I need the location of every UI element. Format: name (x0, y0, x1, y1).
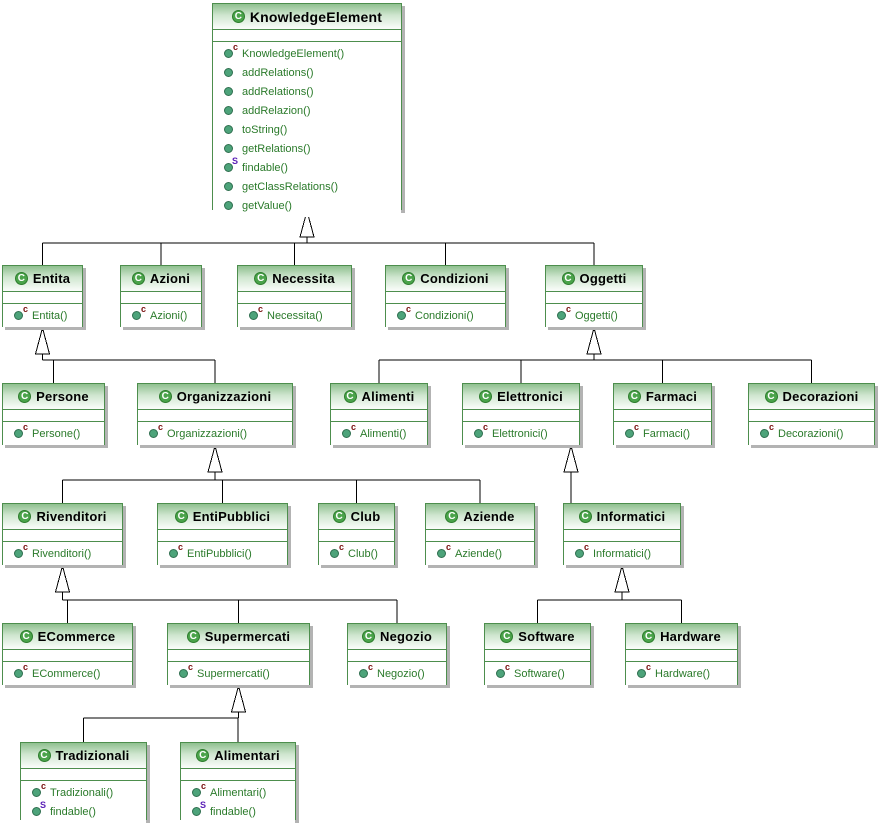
class-icon: C (500, 630, 513, 643)
attributes-compartment (158, 530, 287, 542)
public-method-icon (224, 201, 233, 210)
method-row (213, 101, 401, 120)
method-name: Aziende() (455, 547, 503, 560)
generalization-arrowhead (232, 686, 246, 712)
class-header (213, 4, 401, 30)
class-informatici[interactable] (563, 503, 681, 565)
method-row (614, 424, 711, 443)
method-name: Necessita() (267, 309, 323, 322)
method-row (181, 783, 295, 802)
generalization-arrowhead (56, 566, 70, 592)
method-row (213, 44, 401, 63)
method-name: Club() (348, 547, 378, 560)
method-name: Farmaci() (643, 427, 691, 440)
class-hardware[interactable] (625, 623, 738, 685)
class-header (238, 266, 351, 292)
method-row (463, 424, 579, 443)
method-decorator: c (504, 662, 510, 672)
class-oggetti[interactable] (545, 265, 643, 327)
method-name: Rivenditori() (32, 547, 92, 560)
class-header (463, 384, 579, 410)
attributes-compartment (213, 30, 401, 42)
attributes-compartment (238, 292, 351, 304)
class-header (386, 266, 505, 292)
static-method-icon (224, 156, 238, 172)
class-name: Elettronici (497, 389, 563, 404)
class-icon: C (15, 272, 28, 285)
class-name: KnowledgeElement (249, 8, 383, 25)
method-name: KnowledgeElement() (242, 47, 345, 60)
class-alimentari[interactable] (180, 742, 296, 820)
method-name: findable() (242, 161, 288, 174)
class-name: Negozio (380, 629, 432, 644)
class-header (319, 504, 394, 530)
method-name: getRelations() (242, 142, 311, 155)
method-decorator: c (405, 304, 411, 314)
class-icon: C (254, 272, 267, 285)
method-name: findable() (210, 805, 256, 818)
public-method-icon (224, 182, 233, 191)
class-icon: C (20, 630, 33, 643)
method-name: Hardware() (655, 667, 711, 680)
class-header (614, 384, 711, 410)
method-row (626, 664, 737, 683)
method-name: getValue() (242, 199, 292, 212)
connector-line (43, 354, 216, 383)
class-name: Tradizionali (55, 748, 130, 763)
class-header (564, 504, 680, 530)
methods-compartment (331, 422, 427, 445)
method-name: toString() (242, 123, 288, 136)
method-decorator: c (22, 304, 28, 314)
method-row (213, 63, 401, 82)
methods-compartment (485, 662, 590, 685)
class-icon: C (18, 510, 31, 523)
attributes-compartment (3, 650, 132, 662)
class-icon: C (445, 510, 458, 523)
connector-line (538, 592, 682, 623)
attributes-compartment (138, 410, 292, 422)
method-decorator: c (157, 422, 163, 432)
class-name: Club (350, 509, 381, 524)
method-decorator: c (40, 781, 46, 791)
method-name: Oggetti() (575, 309, 618, 322)
attributes-compartment (463, 410, 579, 422)
class-header (181, 743, 295, 769)
constructor-method-icon (496, 662, 510, 678)
method-row (213, 82, 401, 101)
methods-compartment (426, 542, 534, 565)
method-row (348, 664, 446, 683)
class-name: Azioni (149, 271, 191, 286)
method-name: Elettronici() (492, 427, 548, 440)
class-name: Entita (32, 271, 71, 286)
attributes-compartment (614, 410, 711, 422)
methods-compartment (21, 781, 146, 823)
method-row (386, 306, 505, 325)
constructor-method-icon (474, 422, 488, 438)
method-row (158, 544, 287, 563)
class-header (331, 384, 427, 410)
attributes-compartment (564, 530, 680, 542)
generalization-arrowhead (36, 328, 50, 354)
methods-compartment (614, 422, 711, 445)
attributes-compartment (181, 769, 295, 781)
attributes-compartment (485, 650, 590, 662)
class-header (626, 624, 737, 650)
class-decorazioni[interactable] (748, 383, 875, 445)
method-name: Alimenti() (360, 427, 407, 440)
class-name: Software (518, 629, 575, 644)
class-icon: C (333, 510, 346, 523)
constructor-method-icon (149, 422, 163, 438)
method-decorator: c (22, 422, 28, 432)
class-header (138, 384, 292, 410)
class-tradizionali[interactable] (20, 742, 147, 820)
class-negozio[interactable] (347, 623, 447, 685)
constructor-method-icon (397, 304, 411, 320)
generalization-arrowhead (564, 446, 578, 472)
method-name: Tradizionali() (50, 786, 114, 799)
attributes-compartment (121, 292, 201, 304)
generalization-arrowhead (587, 328, 601, 354)
class-icon: C (196, 749, 209, 762)
class-farmaci[interactable] (613, 383, 712, 445)
method-row (181, 802, 295, 821)
methods-compartment (3, 422, 104, 445)
inheritance-connector-entita (36, 328, 216, 383)
class-header (158, 504, 287, 530)
method-row (121, 306, 201, 325)
methods-compartment (138, 422, 292, 445)
method-decorator: c (565, 304, 571, 314)
method-row (564, 544, 680, 563)
class-icon: C (132, 272, 145, 285)
public-method-icon (224, 106, 233, 115)
method-decorator: S (231, 156, 238, 166)
constructor-method-icon (637, 662, 651, 678)
class-icon: C (344, 390, 357, 403)
method-name: getClassRelations() (242, 180, 338, 193)
class-header (3, 504, 122, 530)
class-name: Hardware (660, 629, 721, 644)
class-rivenditori[interactable] (2, 503, 123, 565)
attributes-compartment (3, 292, 82, 304)
method-name: EntiPubblici() (187, 547, 252, 560)
class-icon: C (562, 272, 575, 285)
attributes-compartment (546, 292, 642, 304)
method-name: addRelazion() (242, 104, 311, 117)
constructor-method-icon (192, 781, 206, 797)
class-entita[interactable] (2, 265, 83, 327)
class-software[interactable] (484, 623, 591, 685)
constructor-method-icon (32, 781, 46, 797)
method-row (3, 664, 132, 683)
class-header (3, 384, 104, 410)
public-method-icon (224, 125, 233, 134)
constructor-method-icon (14, 304, 28, 320)
class-alimenti[interactable] (330, 383, 428, 445)
methods-compartment (158, 542, 287, 565)
class-supermercati[interactable] (167, 623, 310, 685)
method-name: addRelations() (242, 85, 314, 98)
class-name: Organizzazioni (176, 389, 272, 404)
constructor-method-icon (557, 304, 571, 320)
inheritance-connector-informatici (538, 566, 682, 623)
class-entipubblici[interactable] (157, 503, 288, 565)
connector-line (84, 712, 239, 742)
attributes-compartment (348, 650, 446, 662)
class-icon: C (159, 390, 172, 403)
class-icon: C (38, 749, 51, 762)
class-name: Aziende (463, 509, 515, 524)
constructor-method-icon (179, 662, 193, 678)
methods-compartment (3, 542, 122, 565)
attributes-compartment (749, 410, 874, 422)
connector-line (43, 237, 595, 265)
methods-compartment (386, 304, 505, 327)
public-method-icon (224, 87, 233, 96)
method-name: ECommerce() (32, 667, 101, 680)
method-decorator: c (645, 662, 651, 672)
class-ecommerce[interactable] (2, 623, 133, 685)
method-row (3, 544, 122, 563)
method-decorator: c (257, 304, 263, 314)
class-name: Rivenditori (36, 509, 107, 524)
method-decorator: c (22, 662, 28, 672)
method-row (213, 196, 401, 215)
method-decorator: S (39, 800, 46, 810)
method-row (168, 664, 309, 683)
class-name: ECommerce (37, 629, 116, 644)
inheritance-connector-rivenditori (56, 566, 398, 623)
method-name: Supermercati() (197, 667, 270, 680)
constructor-method-icon (249, 304, 263, 320)
method-decorator: c (482, 422, 488, 432)
method-decorator: c (140, 304, 146, 314)
methods-compartment (168, 662, 309, 685)
method-row (331, 424, 427, 443)
attributes-compartment (626, 650, 737, 662)
class-icon: C (232, 10, 245, 23)
method-row (426, 544, 534, 563)
class-header (546, 266, 642, 292)
static-method-icon (32, 800, 46, 816)
class-icon: C (642, 630, 655, 643)
method-name: Azioni() (150, 309, 188, 322)
class-club[interactable] (318, 503, 395, 565)
method-name: Persone() (32, 427, 81, 440)
method-decorator: c (22, 542, 28, 552)
class-name: Necessita (272, 271, 335, 286)
attributes-compartment (331, 410, 427, 422)
method-row (546, 306, 642, 325)
method-decorator: c (367, 662, 373, 672)
attributes-compartment (386, 292, 505, 304)
method-decorator: c (232, 42, 238, 52)
method-name: Decorazioni() (778, 427, 844, 440)
class-necessita[interactable] (237, 265, 352, 327)
class-icon: C (175, 510, 188, 523)
methods-compartment (348, 662, 446, 685)
class-name: Alimentari (214, 748, 280, 763)
method-row (21, 802, 146, 821)
public-method-icon (224, 144, 233, 153)
method-row (138, 424, 292, 443)
constructor-method-icon (342, 422, 356, 438)
constructor-method-icon (575, 542, 589, 558)
constructor-method-icon (14, 422, 28, 438)
constructor-method-icon (169, 542, 183, 558)
constructor-method-icon (132, 304, 146, 320)
generalization-arrowhead (208, 446, 222, 472)
class-icon: C (402, 272, 415, 285)
class-name: EntiPubblici (192, 509, 271, 524)
methods-compartment (564, 542, 680, 565)
class-header (749, 384, 874, 410)
method-name: findable() (50, 805, 96, 818)
constructor-method-icon (359, 662, 373, 678)
attributes-compartment (21, 769, 146, 781)
method-decorator: c (177, 542, 183, 552)
class-header (168, 624, 309, 650)
class-icon: C (579, 510, 592, 523)
inheritance-connector-organizzazioni (63, 446, 481, 503)
class-icon: C (18, 390, 31, 403)
method-row (213, 120, 401, 139)
method-name: Negozio() (377, 667, 425, 680)
methods-compartment (463, 422, 579, 445)
method-name: Condizioni() (415, 309, 474, 322)
class-elettronici[interactable] (462, 383, 580, 445)
class-name: Oggetti (579, 271, 627, 286)
static-method-icon (192, 800, 206, 816)
method-decorator: c (350, 422, 356, 432)
methods-compartment (546, 304, 642, 327)
method-decorator: c (200, 781, 206, 791)
class-organizzazioni[interactable] (137, 383, 293, 445)
class-icon: C (479, 390, 492, 403)
class-icon: C (765, 390, 778, 403)
attributes-compartment (3, 530, 122, 542)
class-header (348, 624, 446, 650)
method-name: Software() (514, 667, 565, 680)
method-decorator: c (768, 422, 774, 432)
class-azioni[interactable] (120, 265, 202, 327)
method-decorator: c (633, 422, 639, 432)
methods-compartment (749, 422, 874, 445)
constructor-method-icon (224, 42, 238, 58)
class-name: Alimenti (361, 389, 415, 404)
constructor-method-icon (14, 662, 28, 678)
attributes-compartment (3, 410, 104, 422)
attributes-compartment (168, 650, 309, 662)
method-row (319, 544, 394, 563)
class-header (121, 266, 201, 292)
method-row (213, 158, 401, 177)
class-name: Informatici (596, 509, 666, 524)
methods-compartment (319, 542, 394, 565)
inheritance-connector-oggetti (379, 328, 812, 383)
methods-compartment (3, 304, 82, 327)
connector-line (63, 472, 481, 503)
connector-line (63, 592, 398, 623)
method-name: addRelations() (242, 66, 314, 79)
constructor-method-icon (437, 542, 451, 558)
constructor-method-icon (14, 542, 28, 558)
method-decorator: c (187, 662, 193, 672)
class-header (485, 624, 590, 650)
constructor-method-icon (760, 422, 774, 438)
class-header (3, 624, 132, 650)
class-aziende[interactable] (425, 503, 535, 565)
class-name: Supermercati (204, 629, 291, 644)
class-header (426, 504, 534, 530)
method-name: Entita() (32, 309, 68, 322)
inheritance-connector-supermercati (84, 686, 246, 742)
method-name: Informatici() (593, 547, 652, 560)
method-name: Alimentari() (210, 786, 267, 799)
generalization-arrowhead (615, 566, 629, 592)
method-decorator: c (445, 542, 451, 552)
constructor-method-icon (330, 542, 344, 558)
methods-compartment (213, 42, 401, 217)
public-method-icon (224, 68, 233, 77)
method-row (213, 139, 401, 158)
methods-compartment (3, 662, 132, 685)
class-knowledgeelement[interactable] (212, 3, 402, 210)
inheritance-connector-elettronici (564, 446, 578, 503)
class-persone[interactable] (2, 383, 105, 445)
method-row (749, 424, 874, 443)
class-icon: C (628, 390, 641, 403)
method-decorator: c (583, 542, 589, 552)
method-row (485, 664, 590, 683)
method-name: Organizzazioni() (167, 427, 248, 440)
method-row (238, 306, 351, 325)
methods-compartment (238, 304, 351, 327)
inheritance-connector-knowledgeelement (43, 211, 595, 265)
connector-line (379, 354, 812, 383)
class-header (3, 266, 82, 292)
class-condizioni[interactable] (385, 265, 506, 327)
class-name: Condizioni (420, 271, 489, 286)
methods-compartment (626, 662, 737, 685)
methods-compartment (181, 781, 295, 823)
class-icon: C (187, 630, 200, 643)
class-header (21, 743, 146, 769)
attributes-compartment (426, 530, 534, 542)
class-icon: C (362, 630, 375, 643)
constructor-method-icon (625, 422, 639, 438)
method-row (3, 424, 104, 443)
method-decorator: S (199, 800, 206, 810)
method-decorator: c (338, 542, 344, 552)
class-name: Persone (36, 389, 89, 404)
class-name: Decorazioni (782, 389, 859, 404)
attributes-compartment (319, 530, 394, 542)
class-name: Farmaci (645, 389, 698, 404)
methods-compartment (121, 304, 201, 327)
method-row (213, 177, 401, 196)
method-row (3, 306, 82, 325)
